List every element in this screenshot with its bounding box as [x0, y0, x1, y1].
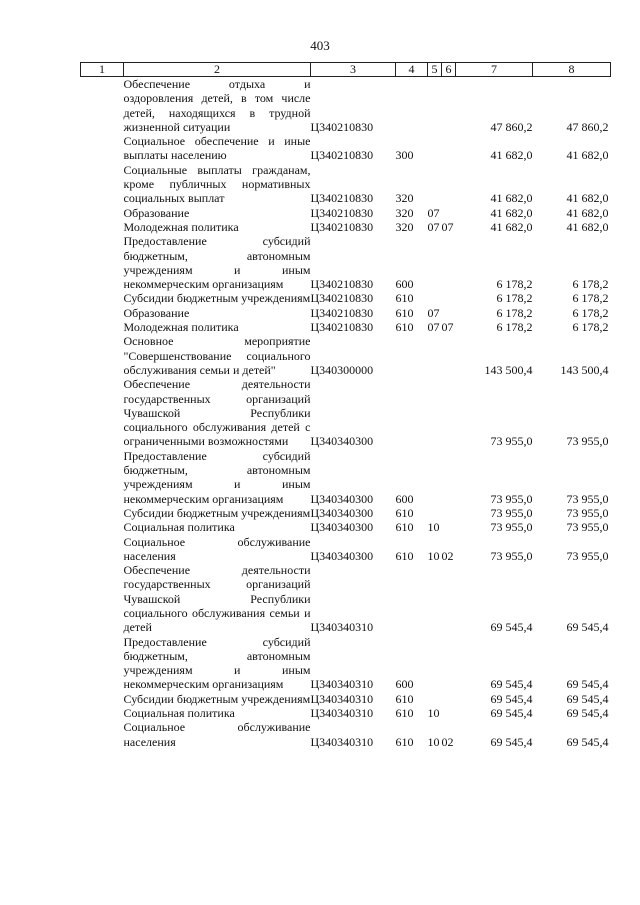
header-col-6: 6	[442, 63, 456, 77]
col1-cell	[81, 377, 124, 448]
amount-col-8: 73 955,0	[566, 520, 609, 535]
page-number: 403	[310, 38, 330, 53]
target-code: Ц340340300	[310, 434, 374, 449]
col1-cell	[81, 706, 124, 720]
subsection-code: 02	[441, 548, 454, 563]
row-name: Молодежная политика	[123, 219, 239, 234]
subsection-code	[442, 206, 456, 220]
amount-col-7: 69 545,4	[490, 706, 533, 721]
target-code: Ц340340300	[310, 491, 374, 506]
row-name: Субсидии бюджетным учреждениям	[123, 505, 311, 520]
section-code	[428, 449, 442, 506]
section-code: 10	[427, 520, 440, 535]
subsection-code	[442, 134, 456, 163]
expense-type: 610	[395, 706, 414, 721]
table-row	[81, 320, 611, 334]
target-code: Ц340210830	[310, 205, 374, 220]
header-col-1: 1	[81, 63, 124, 77]
amount-col-8: 73 955,0	[566, 491, 609, 506]
expense-type: 320	[395, 205, 414, 220]
subsection-code: 02	[441, 734, 454, 749]
section-code: 07	[427, 305, 440, 320]
section-code: 10	[427, 548, 440, 563]
amount-col-7: 69 545,4	[490, 734, 533, 749]
section-code	[428, 291, 442, 305]
expense-type	[396, 563, 428, 634]
target-code: Ц340340310	[310, 706, 374, 721]
amount-col-8: 69 545,4	[566, 620, 609, 635]
amount-col-7: 6 178,2	[496, 291, 533, 306]
header-row	[81, 63, 611, 77]
amount-col-7: 143 500,4	[484, 362, 533, 377]
header-col-2: 2	[124, 63, 311, 77]
subsection-code	[442, 334, 456, 377]
row-name: Образование	[123, 205, 190, 220]
table-row	[81, 334, 611, 377]
row-name: Субсидии бюджетным учреждениям	[123, 691, 311, 706]
col1-cell	[81, 720, 124, 749]
amount-col-7: 6 178,2	[496, 305, 533, 320]
budget-table	[80, 62, 611, 749]
amount-col-8: 6 178,2	[572, 320, 609, 335]
target-code: Ц340210830	[310, 291, 374, 306]
col1-cell	[81, 320, 124, 334]
expense-type: 320	[395, 219, 414, 234]
section-code	[428, 134, 442, 163]
expense-type: 600	[395, 677, 414, 692]
amount-col-8: 41 682,0	[566, 191, 609, 206]
subsection-code	[442, 706, 456, 720]
col1-cell	[81, 234, 124, 291]
amount-col-7: 47 860,2	[490, 119, 533, 134]
header-col-8: 8	[533, 63, 611, 77]
target-code: Ц340300000	[310, 362, 374, 377]
section-code: 07	[427, 320, 440, 335]
subsection-code: 07	[441, 219, 454, 234]
target-code: Ц340340310	[310, 691, 374, 706]
col1-cell	[81, 306, 124, 320]
col1-cell	[81, 220, 124, 234]
col1-cell	[81, 520, 124, 534]
target-code: Ц340340300	[310, 505, 374, 520]
target-code: Ц340340300	[310, 520, 374, 535]
amount-col-7: 41 682,0	[490, 205, 533, 220]
amount-col-7: 6 178,2	[496, 320, 533, 335]
col1-cell	[81, 206, 124, 220]
amount-col-8: 6 178,2	[572, 277, 609, 292]
amount-col-8: 143 500,4	[560, 362, 609, 377]
amount-col-8: 6 178,2	[572, 291, 609, 306]
row-name: Социальное обслуживание населения	[123, 534, 311, 563]
target-code: Ц340340310	[310, 620, 374, 635]
row-name: Социальное обеспечение и иные выплаты населению	[123, 134, 311, 163]
target-code: Ц340210830	[310, 191, 374, 206]
section-code	[428, 77, 442, 135]
amount-col-7: 69 545,4	[490, 691, 533, 706]
table-row	[81, 163, 611, 206]
col1-cell	[81, 77, 124, 135]
subsection-code	[442, 291, 456, 305]
table-row	[81, 449, 611, 506]
amount-col-7: 73 955,0	[490, 520, 533, 535]
header-col-7: 7	[456, 63, 533, 77]
section-code	[428, 377, 442, 448]
expense-type: 610	[395, 320, 414, 335]
target-code: Ц340210830	[310, 219, 374, 234]
amount-col-8: 41 682,0	[566, 148, 609, 163]
row-name: Субсидии бюджетным учреждениям	[123, 291, 311, 306]
section-code: 07	[427, 219, 440, 234]
row-name: Предоставление субсидий бюджетным, автономным учреждениям и иным некоммерческим организациям	[123, 448, 311, 506]
row-name: Социальные выплаты гражданам, кроме публичных нормативных социальных выплат	[123, 162, 311, 206]
row-name: Обеспечение деятельности государственных организаций Чувашской Республики социального обслуживания семьи и детей	[123, 563, 311, 635]
amount-col-8: 6 178,2	[572, 305, 609, 320]
col1-cell	[81, 163, 124, 206]
table-row	[81, 220, 611, 234]
amount-col-8: 73 955,0	[566, 434, 609, 449]
col1-cell	[81, 134, 124, 163]
table-row	[81, 306, 611, 320]
subsection-code	[442, 449, 456, 506]
amount-col-7: 6 178,2	[496, 277, 533, 292]
table-row	[81, 635, 611, 692]
header-col-5: 5	[428, 63, 442, 77]
table-row	[81, 134, 611, 163]
amount-col-8: 69 545,4	[566, 706, 609, 721]
table-row	[81, 535, 611, 564]
target-code: Ц340210830	[310, 320, 374, 335]
target-code: Ц340210830	[310, 277, 374, 292]
table-row	[81, 692, 611, 706]
expense-type	[396, 77, 428, 135]
expense-type: 610	[395, 305, 414, 320]
section-code: 07	[427, 205, 440, 220]
subsection-code	[442, 692, 456, 706]
col1-cell	[81, 449, 124, 506]
amount-col-8: 73 955,0	[566, 548, 609, 563]
col1-cell	[81, 635, 124, 692]
table-row	[81, 77, 611, 135]
section-code	[428, 234, 442, 291]
col1-cell	[81, 535, 124, 564]
table-row	[81, 291, 611, 305]
amount-col-8: 69 545,4	[566, 691, 609, 706]
expense-type: 320	[395, 191, 414, 206]
col1-cell	[81, 506, 124, 520]
table-row	[81, 377, 611, 448]
table-body	[81, 77, 611, 749]
expense-type: 610	[395, 734, 414, 749]
row-name: Социальное обслуживание населения	[123, 720, 311, 749]
amount-col-7: 41 682,0	[490, 191, 533, 206]
table-row	[81, 506, 611, 520]
table-row	[81, 206, 611, 220]
row-name: Образование	[123, 305, 190, 320]
subsection-code	[442, 163, 456, 206]
amount-col-7: 69 545,4	[490, 620, 533, 635]
amount-col-7: 73 955,0	[490, 505, 533, 520]
table-row	[81, 720, 611, 749]
expense-type: 300	[395, 148, 414, 163]
target-code: Ц340210830	[310, 148, 374, 163]
table-row	[81, 234, 611, 291]
subsection-code	[442, 635, 456, 692]
expense-type: 610	[395, 505, 414, 520]
row-name: Обеспечение деятельности государственных организаций Чувашской Республики социального обслуживания детей с ограниченными возможностями	[123, 377, 311, 449]
target-code: Ц340340310	[310, 734, 374, 749]
amount-col-8: 73 955,0	[566, 505, 609, 520]
section-code	[428, 692, 442, 706]
section-code	[428, 506, 442, 520]
row-name: Социальная политика	[123, 706, 235, 721]
subsection-code	[442, 563, 456, 634]
subsection-code	[442, 77, 456, 135]
header-col-4: 4	[396, 63, 428, 77]
section-code: 10	[427, 706, 440, 721]
subsection-code	[442, 377, 456, 448]
section-code	[428, 163, 442, 206]
section-code	[428, 563, 442, 634]
row-name: Основное мероприятие "Совершенствование социального обслуживания семьи и детей"	[123, 334, 311, 377]
amount-col-8: 69 545,4	[566, 677, 609, 692]
amount-col-7: 73 955,0	[490, 491, 533, 506]
expense-type: 610	[395, 291, 414, 306]
col1-cell	[81, 334, 124, 377]
subsection-code	[442, 306, 456, 320]
col1-cell	[81, 563, 124, 634]
subsection-code	[442, 506, 456, 520]
amount-col-7: 41 682,0	[490, 219, 533, 234]
section-code	[428, 334, 442, 377]
table-row	[81, 706, 611, 720]
amount-col-7: 69 545,4	[490, 677, 533, 692]
col1-cell	[81, 291, 124, 305]
header-col-3: 3	[311, 63, 396, 77]
target-code: Ц340340310	[310, 677, 374, 692]
amount-col-8: 69 545,4	[566, 734, 609, 749]
subsection-code: 07	[441, 320, 454, 335]
col1-cell	[81, 692, 124, 706]
target-code: Ц340210830	[310, 119, 374, 134]
target-code: Ц340210830	[310, 305, 374, 320]
table-row	[81, 563, 611, 634]
expense-type: 610	[395, 548, 414, 563]
amount-col-8: 41 682,0	[566, 205, 609, 220]
table-row	[81, 520, 611, 534]
table-header	[81, 63, 611, 77]
expense-type: 600	[395, 491, 414, 506]
expense-type	[396, 377, 428, 448]
amount-col-8: 41 682,0	[566, 219, 609, 234]
section-code	[428, 635, 442, 692]
amount-col-7: 73 955,0	[490, 548, 533, 563]
expense-type: 610	[395, 520, 414, 535]
subsection-code	[442, 520, 456, 534]
row-name: Предоставление субсидий бюджетным, автономным учреждениям и иным некоммерческим организациям	[123, 234, 311, 292]
amount-col-7: 73 955,0	[490, 434, 533, 449]
row-name: Социальная политика	[123, 520, 235, 535]
amount-col-8: 47 860,2	[566, 119, 609, 134]
expense-type: 600	[395, 277, 414, 292]
target-code: Ц340340300	[310, 548, 374, 563]
expense-type: 610	[395, 691, 414, 706]
row-name: Обеспечение отдыха и оздоровления детей, в том числе детей, находящихся в трудной жизненной ситуации	[123, 77, 311, 134]
expense-type	[396, 334, 428, 377]
row-name: Молодежная политика	[123, 320, 239, 335]
subsection-code	[442, 234, 456, 291]
row-name: Предоставление субсидий бюджетным, автономным учреждениям и иным некоммерческим организациям	[123, 634, 311, 692]
amount-col-7: 41 682,0	[490, 148, 533, 163]
section-code: 10	[427, 734, 440, 749]
